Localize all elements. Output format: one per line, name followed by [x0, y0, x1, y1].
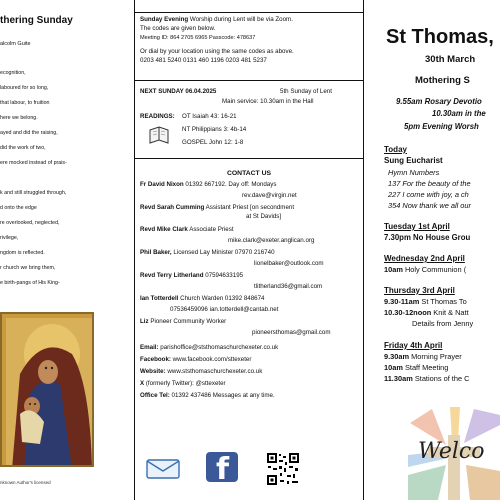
event-time: 9.30am — [384, 352, 410, 361]
contact-row — [140, 227, 234, 233]
event-time: 10am — [384, 265, 403, 274]
image-credit: nknown Author's licensed — [0, 480, 51, 485]
poem-line: ecognition, — [0, 70, 26, 76]
zoom-heading: Sunday Evening — [140, 16, 189, 23]
reading-nt: NT Philippians 3: 4b-14 — [182, 126, 247, 133]
hymn-numbers-label: Hymn Numbers — [388, 168, 440, 177]
contact-detail: at St Davids] — [246, 213, 282, 220]
contacts-title: CONTACT US — [226, 170, 272, 177]
poem-line: did the work of two, — [0, 145, 46, 151]
event-line — [384, 374, 469, 383]
contact-row — [140, 273, 243, 279]
event-desc: Knit & Natt — [431, 308, 469, 317]
event-desc: St Thomas To — [419, 297, 467, 306]
website-link[interactable]: www.ststhomaschurchexeter.co.uk — [165, 368, 263, 375]
facebook-link[interactable]: www.facebook.com/sttexeter — [170, 356, 252, 363]
wednesday-heading: Wednesday 2nd April — [384, 254, 465, 263]
contact-email[interactable]: mike.clark@exeter.anglican.org — [228, 237, 315, 244]
contact-detail: Assistant Priest [on secondment — [204, 204, 295, 211]
meeting-id: Meeting ID: 864 2705 6965 Passcode: 478637 — [140, 35, 256, 41]
email-label: Email: — [140, 344, 159, 351]
contact-row — [140, 182, 276, 188]
right-panel — [370, 0, 500, 500]
today-heading: Today — [384, 145, 407, 154]
contact-email[interactable]: tlitherland36@gmail.com — [254, 283, 323, 290]
contact-row — [140, 319, 226, 325]
divider — [134, 80, 364, 81]
qr-code-icon[interactable] — [266, 452, 300, 486]
main-service: Main service: 10.30am in the Hall — [222, 98, 314, 105]
service-time: 9.55am Rosary Devotio — [396, 97, 482, 106]
poem-title: thering Sunday — [0, 15, 73, 26]
poem-line: here we belong. — [0, 115, 38, 121]
hymn-item: 227 I come with joy, a ch — [388, 190, 469, 199]
poem-line: that labour, to fruition — [0, 100, 50, 106]
contact-detail: Church Warden 01392 848674 — [178, 295, 265, 302]
poem-line: rivilege, — [0, 235, 19, 241]
contact-detail: Licensed Lay Minister 07970 216740 — [171, 249, 275, 256]
welcome-graphic — [408, 405, 500, 500]
contact-detail: Pioneer Community Worker — [148, 318, 227, 325]
event-time: 10.30-12noon — [384, 308, 432, 317]
svg-text:f: f — [216, 452, 230, 484]
contact-name: Liz — [140, 318, 149, 325]
welcome-text: Welco — [418, 439, 485, 464]
contact-email[interactable]: lionelbaker@outlook.com — [254, 260, 324, 267]
poem-line: re overlooked, neglected, — [0, 220, 60, 226]
friday-heading: Friday 4th April — [384, 341, 443, 350]
event-time: 9.30-11am — [384, 297, 420, 306]
divider — [363, 0, 364, 500]
event-time: 11.30am — [384, 374, 413, 383]
madonna-icon-image — [0, 312, 94, 467]
next-sunday-label: NEXT SUNDAY 06.04.2025 — [140, 88, 217, 95]
facebook-label: Facebook: — [140, 356, 171, 363]
office-row — [140, 393, 275, 399]
event-line — [384, 265, 466, 274]
event-line — [384, 352, 462, 361]
twitter-label: X — [140, 380, 145, 387]
divider — [134, 158, 364, 159]
event-line — [384, 308, 469, 317]
contact-row — [140, 250, 275, 256]
event-desc: Staff Meeting — [402, 363, 449, 372]
divider — [134, 0, 135, 500]
lent-week: 5th Sunday of Lent — [280, 88, 332, 95]
poem-line: e birth-pangs of His King- — [0, 280, 60, 286]
reading-gospel: GOSPEL John 12: 1-8 — [182, 139, 244, 146]
contact-detail: 07594633195 — [203, 272, 244, 279]
dial-numbers: 0203 481 5240 0131 460 1196 0203 481 5237 — [140, 57, 267, 64]
contact-name: Ian Totterdell — [140, 295, 179, 302]
event-time: 10am — [384, 363, 403, 372]
office-tel: 01392 437486 Messages at any time. — [169, 392, 275, 399]
facebook-row — [140, 357, 251, 363]
event-line: 7.30pm No House Grou — [384, 233, 471, 242]
website-label: Website: — [140, 368, 166, 375]
poem-line: ayed and did the raising, — [0, 130, 58, 136]
twitter-handle[interactable]: (formerly Twitter): @sttexeter — [144, 380, 226, 387]
divider — [134, 12, 364, 13]
parish-email[interactable]: parishoffice@ststhomaschurchexeter.co.uk — [158, 344, 279, 351]
poem-line: ere mocked instead of prais- — [0, 160, 67, 166]
website-row — [140, 369, 262, 375]
poem-line: ngdom is reflected. — [0, 250, 45, 256]
sung-eucharist: Sung Eucharist — [384, 156, 443, 165]
madonna-and-child-icon — [2, 314, 94, 467]
service-time: 10.30am in the — [432, 109, 486, 118]
hymn-item: 137 For the beauty of the — [388, 179, 471, 188]
thursday-heading: Thursday 3rd April — [384, 286, 455, 295]
poem-line: r church we bring them, — [0, 265, 56, 271]
poem-line: k and still struggled through, — [0, 190, 67, 196]
church-title: St Thomas, — [386, 26, 494, 48]
middle-panel — [134, 0, 364, 500]
event-desc: Holy Communion ( — [402, 265, 467, 274]
service-time: 5pm Evening Worsh — [404, 122, 479, 131]
poem-author: alcolm Guite — [0, 41, 31, 47]
zoom-text: The codes are given below. — [140, 25, 216, 32]
contact-name: Revd Mike Clark — [140, 226, 188, 233]
event-desc: Details from Jenny — [412, 319, 474, 328]
parish-email-row — [140, 345, 278, 351]
readings-label: READINGS: — [140, 113, 175, 120]
contact-detail: 07536459096 ian.totterdell@cantab.net — [170, 306, 279, 313]
contact-row — [140, 205, 294, 211]
dial-text: Or dial by your location using the same codes as above. — [140, 48, 294, 55]
zoom-text: Worship during Lent will be via Zoom. — [188, 16, 293, 23]
hymn-item: 354 Now thank we all our — [388, 201, 471, 210]
contact-row — [140, 296, 265, 302]
contact-name: Phil Baker, — [140, 249, 172, 256]
contact-email[interactable]: pioneersthomas@gmail.com — [252, 329, 331, 336]
poem-line: d onto the edge — [0, 205, 37, 211]
contact-email[interactable]: rev.dave@virgin.net — [242, 192, 297, 199]
service-date: 30th March — [425, 54, 476, 65]
event-line — [384, 363, 448, 372]
event-desc: Stations of the C — [412, 374, 470, 383]
twitter-row — [140, 381, 226, 387]
left-panel — [0, 0, 128, 500]
contact-name: Revd Terry Litherland — [140, 272, 204, 279]
office-label: Office Tel: — [140, 392, 170, 399]
contact-detail: Associate Priest — [187, 226, 234, 233]
contact-detail: 01392 667192. Day off: Mondays — [183, 181, 277, 188]
reading-ot: OT Isaiah 43: 16-21 — [182, 113, 237, 120]
occasion-title: Mothering S — [415, 75, 470, 86]
tuesday-heading: Tuesday 1st April — [384, 222, 450, 231]
bible-icon — [148, 124, 170, 146]
contact-name: Fr David Nixon — [140, 181, 184, 188]
contact-name: Revd Sarah Cumming — [140, 204, 205, 211]
email-icon[interactable] — [146, 458, 180, 480]
facebook-icon[interactable] — [198, 450, 246, 484]
event-line — [384, 297, 467, 306]
poem-line: laboured for so long, — [0, 85, 49, 91]
event-desc: Morning Prayer — [409, 352, 462, 361]
